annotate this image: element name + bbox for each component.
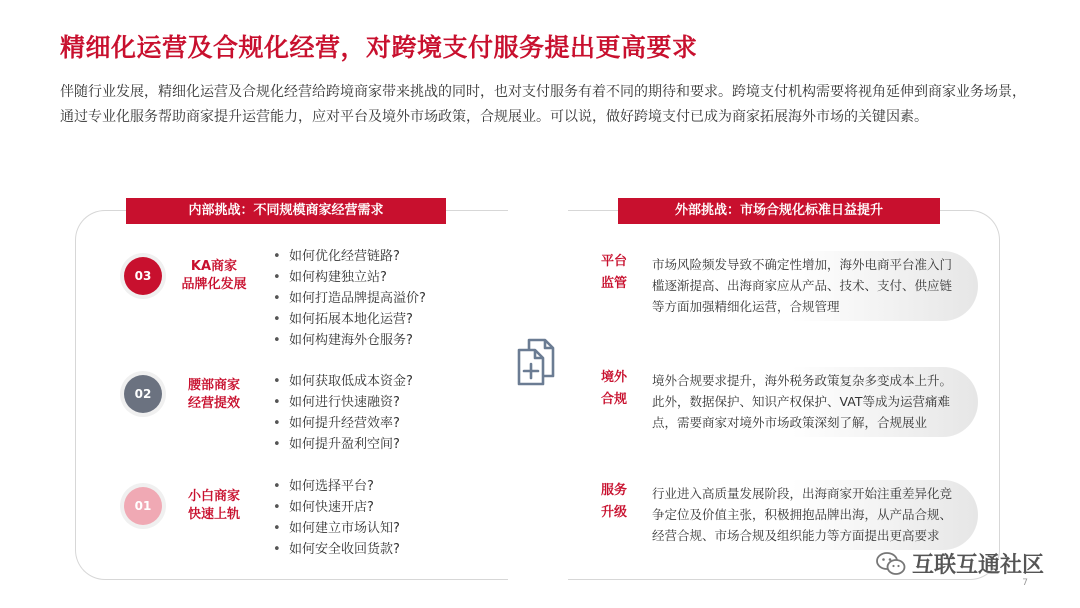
list-item: • 如何提升盈利空间? <box>273 434 413 455</box>
tier-label-line2: 经营提效 <box>187 396 240 411</box>
intro-paragraph: 伴随行业发展，精细化运营及合规化经营给跨境商家带来挑战的同时，也对支付服务有着不同的期待和要求。跨境支付机构需要将视角延伸到商家业务场景，通过专业化服务帮助商家提升运营能力，应对平台及境外市场政策，合规展业。可以说，做好跨境支付已成为商家拓展海外市场的关键因素。 <box>60 84 1026 125</box>
external-item-label <box>594 367 634 411</box>
internal-challenges-header: 内部挑战：不同规模商家经营需求 <box>126 198 446 224</box>
external-challenges-header: 外部挑战：市场合规化标准日益提升 <box>618 198 940 224</box>
tier-question-list <box>273 476 400 560</box>
tier-label-line1: 腰部商家 <box>187 378 240 393</box>
list-item: • 如何优化经营链路? <box>273 246 426 267</box>
external-item-label-line2: 合规 <box>600 392 627 407</box>
footer-brand <box>876 548 1044 579</box>
document-add-icon <box>515 336 561 388</box>
list-item: • 如何快速开店? <box>273 497 400 518</box>
list-item: • 如何打造品牌提高溢价? <box>273 288 426 309</box>
list-item: • 如何构建海外仓服务? <box>273 330 426 351</box>
tier-label <box>169 488 259 524</box>
external-item-label <box>594 251 634 295</box>
external-item-text: 市场风险频发导致不确定性增加，海外电商平台准入门槛逐渐提高、出海商家应从产品、技术、支付、供应链等方面加强精细化运营，合规管理 <box>640 251 978 321</box>
tier-question-list <box>273 246 426 351</box>
tier-label-line1: KA商家 <box>190 259 238 274</box>
list-item: • 如何构建独立站? <box>273 267 426 288</box>
tier-label-line2: 快速上轨 <box>187 507 240 522</box>
list-item: • 如何提升经营效率? <box>273 413 413 434</box>
external-item-label-line2: 升级 <box>600 505 627 520</box>
tier-label <box>169 377 259 413</box>
list-item: • 如何拓展本地化运营? <box>273 309 426 330</box>
list-item: • 如何进行快速融资? <box>273 392 413 413</box>
list-item: • 如何安全收回货款? <box>273 539 400 560</box>
tier-number-badge: 03 <box>124 257 162 295</box>
tier-number-badge: 01 <box>124 487 162 525</box>
list-item: • 如何选择平台? <box>273 476 400 497</box>
tier-number-badge: 02 <box>124 375 162 413</box>
external-item-label-line1: 平台 <box>600 254 627 269</box>
footer-brand-text: 互联互通社区 <box>911 553 1044 578</box>
external-item-label <box>594 480 634 524</box>
list-item: • 如何建立市场认知? <box>273 518 400 539</box>
external-item-text: 行业进入高质量发展阶段，出海商家开始注重差异化竞争定位及价值主张，积极拥抱品牌出海，从产品合规、经营合规、市场合规及组织能力等方面提出更高要求 <box>640 480 978 550</box>
tier-label <box>169 258 259 294</box>
page-title: 精细化运营及合规化经营，对跨境支付服务提出更高要求 <box>60 33 698 62</box>
list-item: • 如何获取低成本资金? <box>273 371 413 392</box>
tier-question-list <box>273 371 413 455</box>
wechat-icon <box>876 551 906 577</box>
external-item-label-line1: 境外 <box>600 370 627 385</box>
external-item-text: 境外合规要求提升，海外税务政策复杂多变成本上升。此外，数据保护、知识产权保护、VAT等成为运营痛难点，需要商家对境外市场政策深刻了解，合规展业 <box>640 367 978 437</box>
tier-label-line2: 品牌化发展 <box>181 277 247 292</box>
tier-label-line1: 小白商家 <box>187 489 240 504</box>
internal-challenges-panel <box>75 203 508 580</box>
page-number: 7 <box>1022 578 1028 588</box>
external-item-label-line1: 服务 <box>600 483 627 498</box>
external-item-label-line2: 监管 <box>600 276 627 291</box>
